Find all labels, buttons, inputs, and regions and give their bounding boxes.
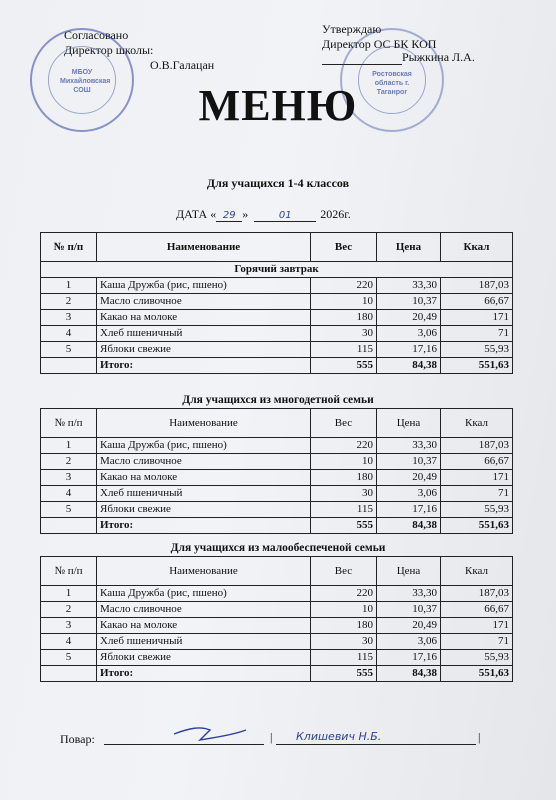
total-empty-cell bbox=[41, 666, 97, 682]
company-director-name: Рыжкина Л.А. bbox=[402, 50, 475, 64]
total-label: Итого: bbox=[97, 518, 311, 534]
dish-kcal: 55,93 bbox=[441, 650, 513, 666]
company-stamp-text: Ростовская область г. Таганрог bbox=[372, 71, 412, 96]
col-number: № п/п bbox=[41, 557, 97, 586]
dish-kcal: 187,03 bbox=[441, 586, 513, 602]
cook-signature-line bbox=[104, 744, 264, 745]
total-weight: 555 bbox=[311, 518, 377, 534]
total-empty-cell bbox=[41, 358, 97, 374]
dish-price: 20,49 bbox=[377, 618, 441, 634]
section-caption: Горячий завтрак bbox=[41, 262, 513, 278]
dish-weight: 10 bbox=[311, 294, 377, 310]
date-prefix: ДАТА « bbox=[176, 207, 217, 221]
menu-table-large-family bbox=[40, 408, 513, 534]
menu-table-low-income bbox=[40, 556, 513, 682]
subtitle: Для учащихся 1-4 классов bbox=[206, 176, 350, 190]
table-row bbox=[41, 486, 513, 502]
row-number: 2 bbox=[41, 602, 97, 618]
dish-name: Каша Дружба (рис, пшено) bbox=[97, 438, 311, 454]
date-month: 01 bbox=[254, 210, 316, 222]
dish-price: 20,49 bbox=[377, 310, 441, 326]
col-kcal: Ккал bbox=[441, 557, 513, 586]
col-kcal: Ккал bbox=[441, 409, 513, 438]
signature-divider-right: | bbox=[478, 730, 481, 744]
table-row bbox=[41, 438, 513, 454]
dish-price: 20,49 bbox=[377, 470, 441, 486]
dish-weight: 30 bbox=[311, 634, 377, 650]
dish-name: Каша Дружба (рис, пшено) bbox=[97, 586, 311, 602]
row-number: 2 bbox=[41, 294, 97, 310]
col-number: № п/п bbox=[41, 233, 97, 262]
dish-price: 10,37 bbox=[377, 294, 441, 310]
table-header-row bbox=[41, 233, 513, 262]
signature-divider-left: | bbox=[270, 730, 273, 744]
dish-name: Масло сливочное bbox=[97, 294, 311, 310]
dish-weight: 115 bbox=[311, 342, 377, 358]
dish-weight: 10 bbox=[311, 602, 377, 618]
dish-price: 3,06 bbox=[377, 486, 441, 502]
total-price: 84,38 bbox=[377, 518, 441, 534]
col-number: № п/п bbox=[41, 409, 97, 438]
dish-name: Яблоки свежие bbox=[97, 342, 311, 358]
table-row bbox=[41, 310, 513, 326]
page-title: МЕНЮ bbox=[198, 81, 358, 130]
total-row bbox=[41, 666, 513, 682]
col-weight: Вес bbox=[311, 409, 377, 438]
dish-weight: 10 bbox=[311, 454, 377, 470]
table-row bbox=[41, 294, 513, 310]
school-stamp-text: МБОУ Михайловская СОШ bbox=[60, 69, 111, 94]
total-label: Итого: bbox=[97, 358, 311, 374]
total-price: 84,38 bbox=[377, 666, 441, 682]
dish-kcal: 171 bbox=[441, 618, 513, 634]
total-row bbox=[41, 518, 513, 534]
dish-weight: 115 bbox=[311, 502, 377, 518]
dish-price: 17,16 bbox=[377, 342, 441, 358]
cook-label: Повар: bbox=[60, 732, 95, 746]
row-number: 1 bbox=[41, 438, 97, 454]
dish-price: 17,16 bbox=[377, 502, 441, 518]
date-year: 2026г. bbox=[320, 207, 351, 221]
row-number: 5 bbox=[41, 502, 97, 518]
dish-name: Хлеб пшеничный bbox=[97, 486, 311, 502]
dish-kcal: 171 bbox=[441, 470, 513, 486]
total-price: 84,38 bbox=[377, 358, 441, 374]
dish-price: 10,37 bbox=[377, 454, 441, 470]
dish-weight: 180 bbox=[311, 618, 377, 634]
table-row bbox=[41, 586, 513, 602]
dish-kcal: 55,93 bbox=[441, 502, 513, 518]
total-weight: 555 bbox=[311, 358, 377, 374]
total-label: Итого: bbox=[97, 666, 311, 682]
agreed-label: Согласовано bbox=[64, 28, 129, 42]
table-header-row bbox=[41, 409, 513, 438]
dish-kcal: 71 bbox=[441, 326, 513, 342]
total-row bbox=[41, 358, 513, 374]
row-number: 1 bbox=[41, 586, 97, 602]
row-number: 5 bbox=[41, 342, 97, 358]
dish-price: 33,30 bbox=[377, 278, 441, 294]
dish-kcal: 71 bbox=[441, 634, 513, 650]
dish-name: Каша Дружба (рис, пшено) bbox=[97, 278, 311, 294]
total-weight: 555 bbox=[311, 666, 377, 682]
dish-price: 3,06 bbox=[377, 634, 441, 650]
row-number: 4 bbox=[41, 634, 97, 650]
col-price: Цена bbox=[377, 557, 441, 586]
row-number: 3 bbox=[41, 310, 97, 326]
dish-name: Яблоки свежие bbox=[97, 502, 311, 518]
row-number: 1 bbox=[41, 278, 97, 294]
dish-name: Какао на молоке bbox=[97, 310, 311, 326]
dish-kcal: 71 bbox=[441, 486, 513, 502]
total-kcal: 551,63 bbox=[441, 518, 513, 534]
col-price: Цена bbox=[377, 409, 441, 438]
dish-price: 17,16 bbox=[377, 650, 441, 666]
col-name: Наименование bbox=[97, 557, 311, 586]
dish-price: 3,06 bbox=[377, 326, 441, 342]
dish-name: Какао на молоке bbox=[97, 618, 311, 634]
total-kcal: 551,63 bbox=[441, 666, 513, 682]
cook-name-line bbox=[276, 744, 476, 745]
table-header-row bbox=[41, 557, 513, 586]
date-day: 29 bbox=[216, 210, 242, 222]
dish-kcal: 66,67 bbox=[441, 294, 513, 310]
row-number: 4 bbox=[41, 486, 97, 502]
row-number: 5 bbox=[41, 650, 97, 666]
col-weight: Вес bbox=[311, 557, 377, 586]
dish-name: Яблоки свежие bbox=[97, 650, 311, 666]
table-row bbox=[41, 278, 513, 294]
table-row bbox=[41, 618, 513, 634]
dish-kcal: 66,67 bbox=[441, 602, 513, 618]
dish-name: Масло сливочное bbox=[97, 602, 311, 618]
table-row bbox=[41, 602, 513, 618]
row-number: 3 bbox=[41, 470, 97, 486]
dish-kcal: 55,93 bbox=[441, 342, 513, 358]
dish-kcal: 187,03 bbox=[441, 278, 513, 294]
col-price: Цена bbox=[377, 233, 441, 262]
school-director-name: О.В.Галацан bbox=[150, 58, 215, 72]
dish-weight: 180 bbox=[311, 470, 377, 486]
dish-weight: 220 bbox=[311, 586, 377, 602]
total-empty-cell bbox=[41, 518, 97, 534]
row-number: 4 bbox=[41, 326, 97, 342]
table-row bbox=[41, 502, 513, 518]
dish-name: Хлеб пшеничный bbox=[97, 634, 311, 650]
date-line bbox=[176, 207, 351, 222]
dish-weight: 30 bbox=[311, 326, 377, 342]
company-director-label: Директор ОС БК КОП bbox=[322, 37, 437, 51]
table-row bbox=[41, 634, 513, 650]
date-separator: » bbox=[242, 207, 249, 221]
table-row bbox=[41, 342, 513, 358]
section-caption-large-family: Для учащихся из многодетной семьи bbox=[182, 394, 374, 406]
col-name: Наименование bbox=[97, 409, 311, 438]
dish-price: 10,37 bbox=[377, 602, 441, 618]
total-kcal: 551,63 bbox=[441, 358, 513, 374]
col-name: Наименование bbox=[97, 233, 311, 262]
row-number: 2 bbox=[41, 454, 97, 470]
col-weight: Вес bbox=[311, 233, 377, 262]
menu-table-grades-1-4 bbox=[40, 232, 513, 374]
approve-label: Утверждаю bbox=[322, 22, 382, 36]
dish-name: Какао на молоке bbox=[97, 470, 311, 486]
dish-weight: 220 bbox=[311, 278, 377, 294]
table-row bbox=[41, 470, 513, 486]
cook-signature-icon bbox=[170, 724, 250, 744]
row-number: 3 bbox=[41, 618, 97, 634]
table-row bbox=[41, 326, 513, 342]
dish-kcal: 66,67 bbox=[441, 454, 513, 470]
table-row bbox=[41, 454, 513, 470]
dish-kcal: 187,03 bbox=[441, 438, 513, 454]
section-caption-row bbox=[41, 262, 513, 278]
table-row bbox=[41, 650, 513, 666]
dish-kcal: 171 bbox=[441, 310, 513, 326]
school-director-label: Директор школы: bbox=[64, 43, 154, 57]
cook-name: Клишевич Н.Б. bbox=[296, 730, 382, 743]
dish-weight: 220 bbox=[311, 438, 377, 454]
dish-name: Масло сливочное bbox=[97, 454, 311, 470]
dish-price: 33,30 bbox=[377, 586, 441, 602]
section-caption-low-income: Для учащихся из малообеспеченой семьи bbox=[170, 542, 386, 554]
dish-name: Хлеб пшеничный bbox=[97, 326, 311, 342]
col-kcal: Ккал bbox=[441, 233, 513, 262]
dish-weight: 115 bbox=[311, 650, 377, 666]
dish-weight: 30 bbox=[311, 486, 377, 502]
dish-price: 33,30 bbox=[377, 438, 441, 454]
dish-weight: 180 bbox=[311, 310, 377, 326]
